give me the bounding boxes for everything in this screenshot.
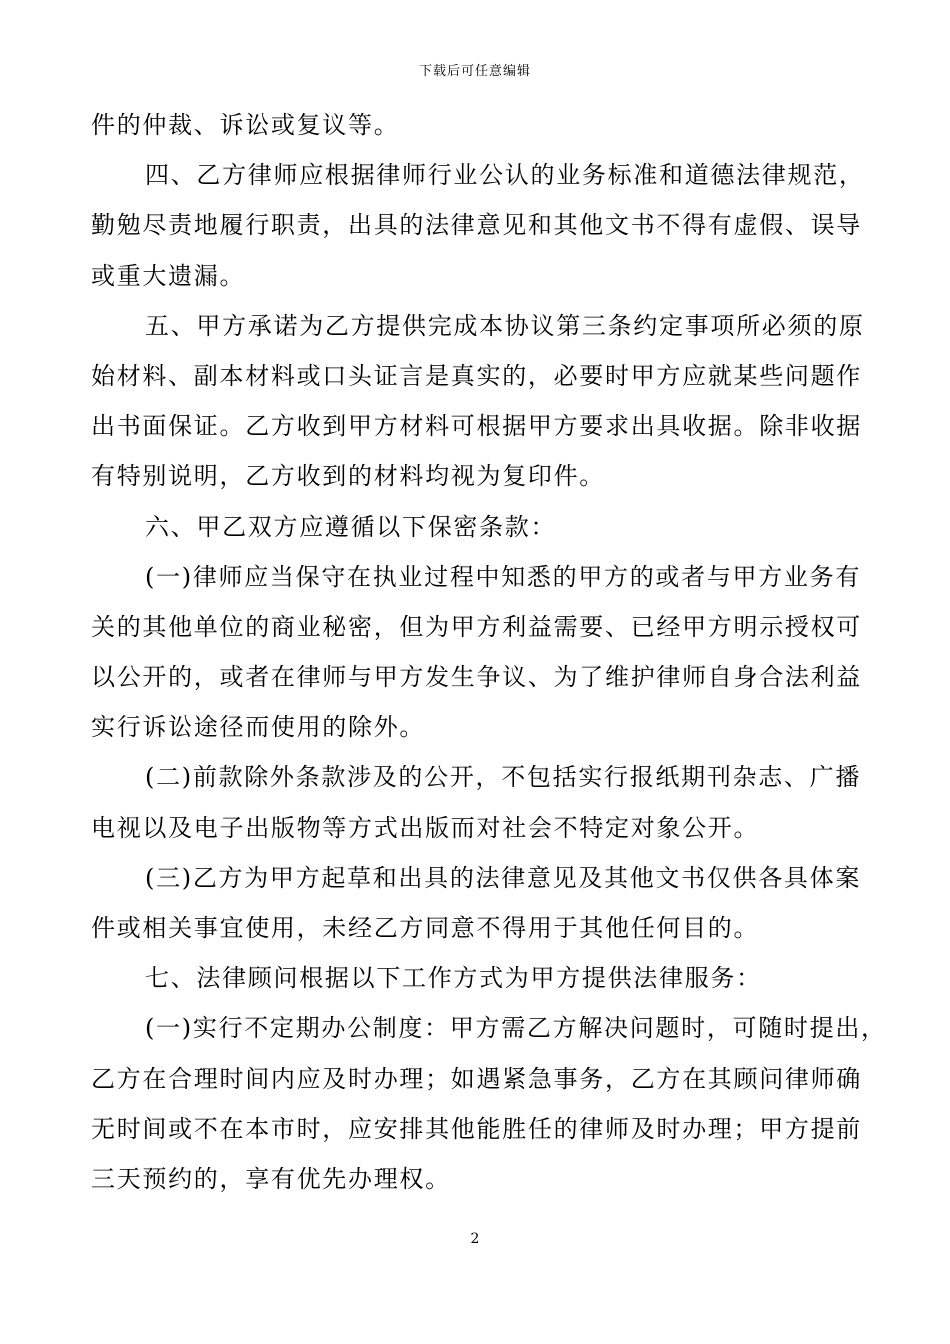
text-line: 或重大遗漏。 — [91, 261, 246, 290]
text-line: 出书面保证。乙方收到甲方材料可根据甲方要求出具收据。除非收据 — [91, 412, 862, 441]
text-line: 实行诉讼途径而使用的除外。 — [91, 713, 426, 742]
text-line: 电视以及电子出版物等方式出版而对社会不特定对象公开。 — [91, 813, 760, 842]
text-line: 五、甲方承诺为乙方提供完成本协议第三条约定事项所必须的原 — [145, 311, 865, 340]
text-line: 有特别说明，乙方收到的材料均视为复印件。 — [91, 462, 605, 491]
text-line: 七、法律顾问根据以下工作方式为甲方提供法律服务： — [145, 964, 762, 993]
text-line: 无时间或不在本市时，应安排其他能胜任的律师及时办理；甲方提前 — [91, 1114, 862, 1143]
text-line: 始材料、副本材料或口头证言是真实的，必要时甲方应就某些问题作 — [91, 361, 862, 390]
text-line: (二)前款除外条款涉及的公开，不包括实行报纸期刊杂志、广播 — [145, 763, 862, 792]
text-line: 以公开的，或者在律师与甲方发生争议、为了维护律师自身合法利益 — [91, 663, 862, 692]
text-line: 件或相关事宜使用，未经乙方同意不得用于其他任何目的。 — [91, 914, 760, 942]
page-header: 下载后可任意编辑 — [418, 64, 531, 79]
text-line: 四、乙方律师应根据律师行业公认的业务标准和道德法律规范， — [145, 161, 865, 190]
text-line: (一)律师应当保守在执业过程中知悉的甲方的或者与甲方业务有 — [145, 562, 862, 591]
text-line: (一)实行不定期办公制度：甲方需乙方解决问题时，可随时提出， — [145, 1014, 887, 1043]
text-line: 乙方在合理时间内应及时办理；如遇紧急事务，乙方在其顾问律师确 — [91, 1064, 862, 1093]
text-line: 勤勉尽责地履行职责，出具的法律意见和其他文书不得有虚假、误导 — [91, 211, 862, 240]
text-line: 三天预约的，享有优先办理权。 — [91, 1164, 451, 1193]
document-body — [91, 100, 887, 1204]
text-line: 关的其他单位的商业秘密，但为甲方利益需要、已经甲方明示授权可 — [91, 612, 862, 641]
text-line: 件的仲裁、诉讼或复议等。 — [91, 111, 400, 139]
page-number: 2 — [470, 1231, 480, 1247]
text-line: (三)乙方为甲方起草和出具的法律意见及其他文书仅供各具体案 — [145, 863, 862, 892]
text-line: 六、甲乙双方应遵循以下保密条款： — [145, 512, 557, 541]
